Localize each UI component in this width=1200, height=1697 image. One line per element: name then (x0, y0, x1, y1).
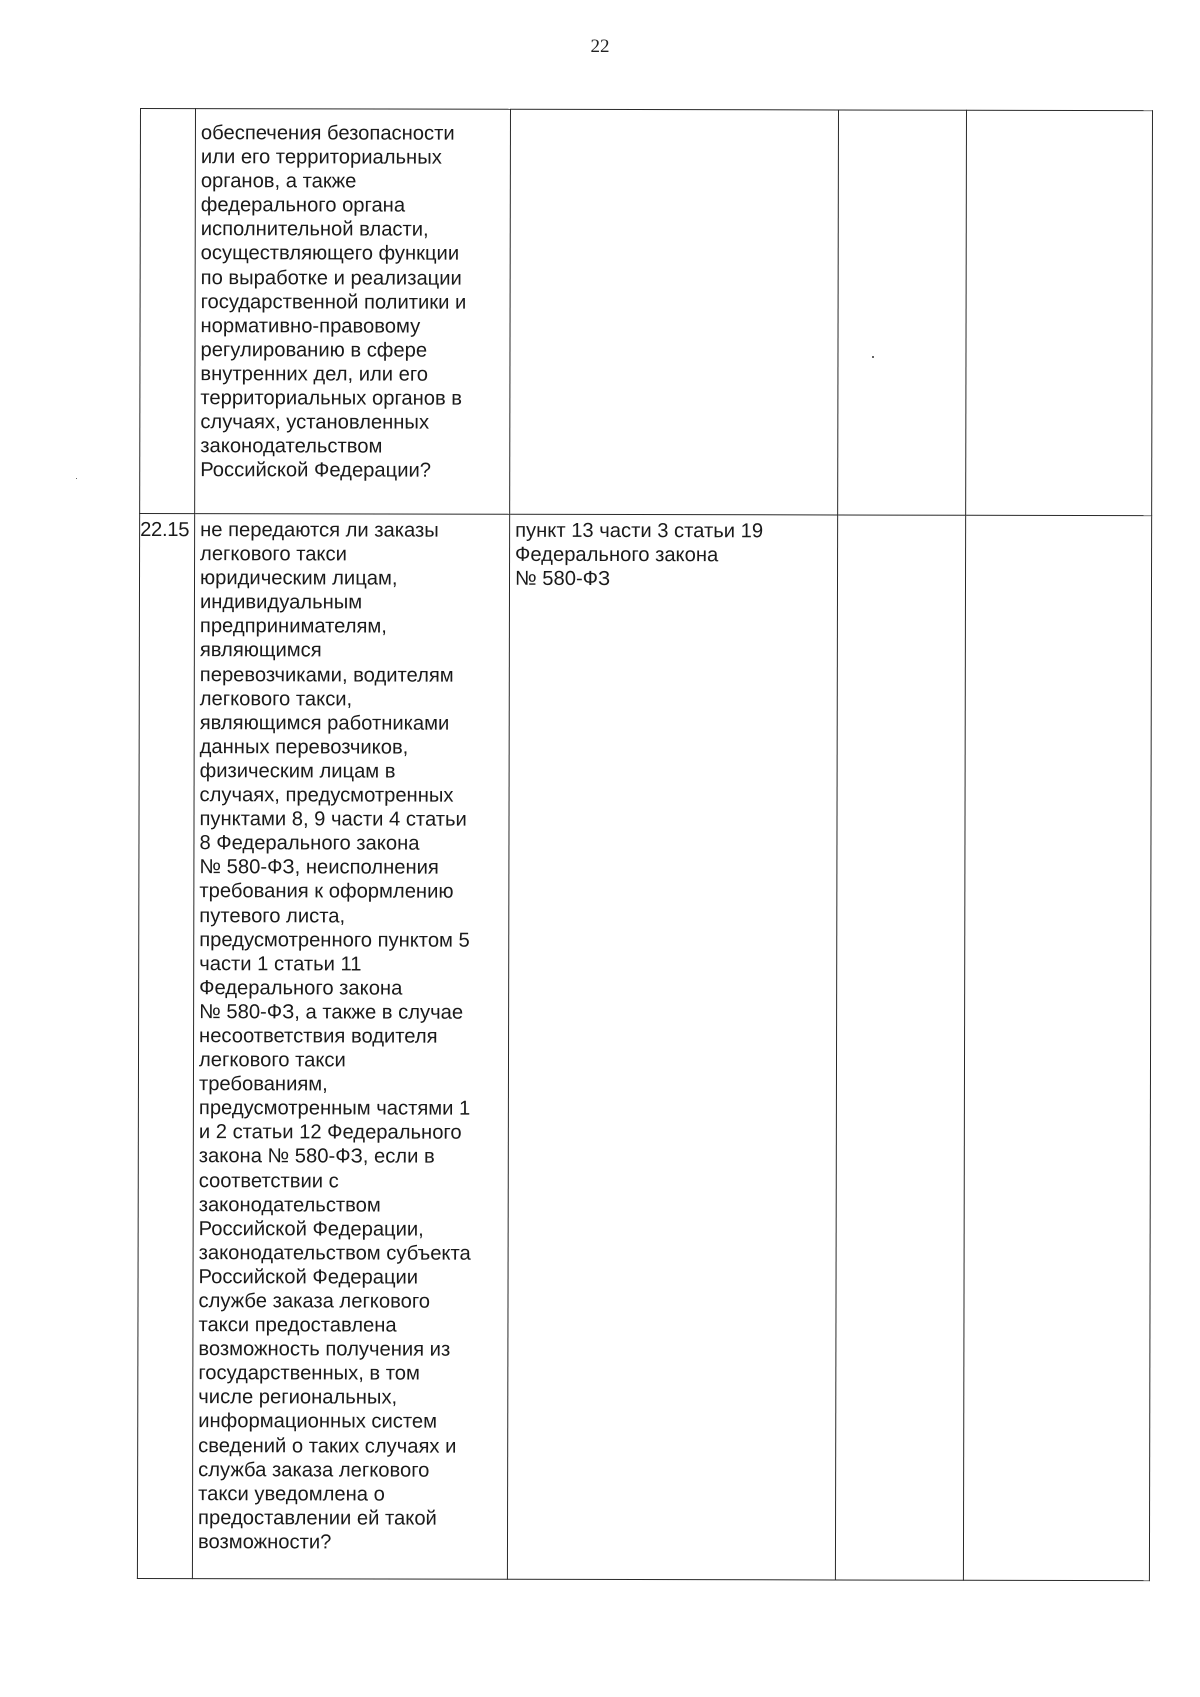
text-line: федерального органа (200, 194, 406, 217)
scan-speck (76, 478, 77, 479)
text-line: не передаются ли заказы (200, 519, 439, 542)
item-number-cell (137, 514, 194, 1579)
item-number: 22.15 (140, 519, 190, 542)
text-line: органов, а также (200, 170, 357, 193)
text-line: информационных систем (198, 1410, 438, 1434)
question-cell (195, 109, 511, 515)
text-line: службе заказа легкового (198, 1290, 431, 1313)
text-line: сведений о таких случаях и (198, 1434, 457, 1458)
text-line: законодательством (200, 435, 383, 458)
text-line: исполнительной власти, (200, 218, 429, 241)
text-line: служба заказа легкового (198, 1458, 430, 1482)
text-line: № 580-ФЗ, а также в случае (199, 1001, 464, 1024)
text-line: юридическим лицам, (199, 567, 398, 590)
text-line: закона № 580-ФЗ, если в (198, 1145, 435, 1169)
notes-cell (966, 110, 1153, 515)
text-line: соответствии с (198, 1169, 339, 1192)
text-line: такси уведомлена о (198, 1482, 385, 1506)
text-line: легкового такси, (199, 687, 353, 711)
text-line: части 1 статьи 11 (199, 952, 362, 976)
text-line: предусмотренным частями 1 (198, 1097, 471, 1120)
text-line: возможность получения из (198, 1338, 451, 1361)
answer-cell (838, 110, 967, 515)
text-line: Российской Федерации (198, 1266, 419, 1289)
legal-reference-cell (510, 109, 839, 515)
text-line: случаях, предусмотренных (199, 784, 454, 807)
text-line: государственных, в том (198, 1362, 420, 1385)
text-line: требованиям, (198, 1073, 328, 1096)
text-line: территориальных органов в (200, 387, 463, 410)
text-line: осуществляющего функции (200, 242, 460, 266)
text-line: являющимся (199, 639, 322, 662)
text-line: Российской Федерации? (200, 459, 432, 482)
legal-reference-cell (507, 514, 837, 1580)
text-line: физическим лицам в (199, 760, 396, 783)
text-line: путевого листа, (199, 904, 346, 927)
text-line: законодательством (198, 1193, 381, 1217)
notes-cell (963, 515, 1151, 1580)
text-line: предоставлении ей такой (198, 1506, 437, 1530)
text-line: требования к оформлению (199, 880, 454, 904)
text-line: и 2 статьи 12 Федерального (198, 1121, 462, 1145)
text-line: легкового такси (198, 1049, 346, 1072)
answer-cell (835, 515, 965, 1580)
text-line: являющимся работниками (199, 711, 450, 735)
text-line: перевозчиками, водителям (199, 663, 454, 687)
text-line: нормативно-правовому (200, 314, 421, 338)
text-line: индивидуальным (199, 591, 363, 614)
text-line: возможности? (197, 1531, 332, 1554)
text-line: Федерального закона (199, 976, 403, 1000)
text-line: предусмотренного пунктом 5 (199, 928, 470, 952)
text-line: предпринимателям, (199, 615, 387, 638)
text-line: № 580-ФЗ, неисполнения (199, 856, 439, 879)
text-line: по выработке и реализации (200, 266, 462, 290)
text-line: такси предоставлена (198, 1314, 397, 1337)
scan-speck (872, 356, 874, 358)
text-line: 8 Федерального закона (199, 832, 420, 855)
text-line: пункт 13 части 3 статьи 19 (515, 519, 764, 543)
text-line: Федерального закона (515, 543, 719, 567)
text-line: № 580-ФЗ (514, 567, 611, 591)
text-line: или его территориальных (200, 146, 442, 169)
text-line: государственной политики и (200, 290, 467, 314)
text-line: пунктами 8, 9 части 4 статьи (199, 808, 467, 831)
text-line: несоответствия водителя (199, 1025, 438, 1048)
table-row (137, 514, 1151, 1581)
page-number: 22 (590, 36, 610, 57)
text-line: регулированию в сфере (200, 338, 428, 362)
text-line: данных перевозчиков, (199, 735, 409, 759)
text-line: случаях, установленных (200, 411, 430, 434)
table-row (140, 109, 1153, 516)
text-line: числе региональных, (198, 1386, 398, 1409)
checklist-table (137, 108, 1153, 1581)
text-line: внутренних дел, или его (200, 363, 429, 386)
item-number-cell (140, 109, 196, 514)
text-line: законодательством субъекта (198, 1241, 471, 1265)
text-line: обеспечения безопасности (200, 122, 455, 145)
text-line: Российской Федерации, (198, 1217, 424, 1241)
question-cell (192, 514, 509, 1580)
text-line: легкового такси (200, 543, 347, 566)
